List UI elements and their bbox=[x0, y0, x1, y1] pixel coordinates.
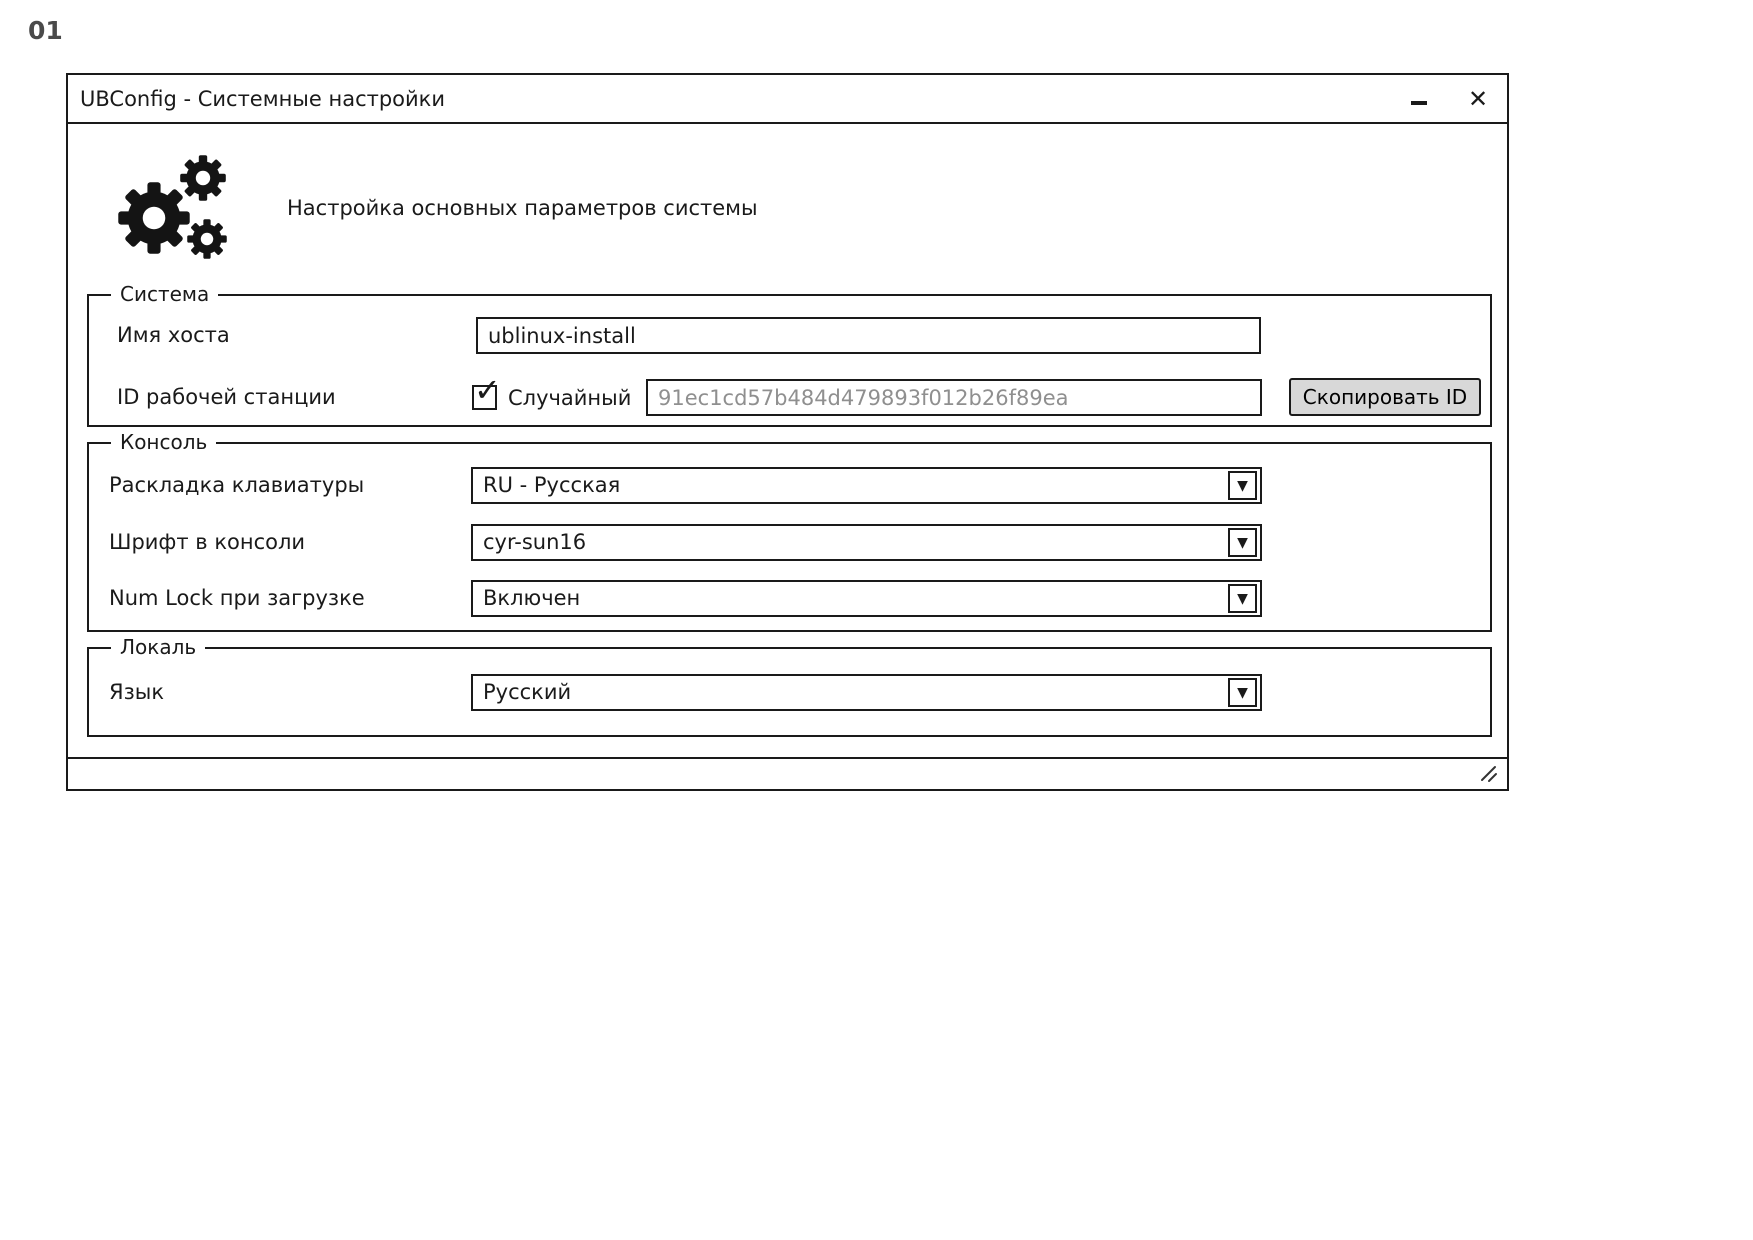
minimize-button[interactable] bbox=[1407, 87, 1431, 111]
copy-id-button[interactable]: Скопировать ID bbox=[1289, 378, 1481, 416]
workstation-id-input[interactable] bbox=[646, 379, 1262, 416]
group-locale bbox=[87, 635, 1492, 737]
language-value: Русский bbox=[483, 680, 572, 704]
header bbox=[110, 152, 758, 264]
language-dropdown-button[interactable] bbox=[1228, 678, 1257, 707]
ubconfig-window bbox=[66, 73, 1509, 791]
hostname-input[interactable] bbox=[476, 317, 1261, 354]
check-icon: ✓ bbox=[474, 371, 501, 409]
window-controls bbox=[1407, 86, 1491, 112]
console-font-label: Шрифт в консоли bbox=[109, 530, 306, 554]
group-console bbox=[87, 430, 1492, 632]
workstation-id-label: ID рабочей станции bbox=[117, 385, 336, 409]
keyboard-layout-label: Раскладка клавиатуры bbox=[109, 473, 365, 497]
group-system bbox=[87, 282, 1492, 427]
numlock-value: Включен bbox=[483, 586, 581, 610]
window-title: UBConfig - Системные настройки bbox=[80, 86, 446, 111]
keyboard-layout-dropdown-button[interactable] bbox=[1228, 471, 1257, 500]
chevron-down-icon: ▼ bbox=[1237, 684, 1248, 701]
numlock-label: Num Lock при загрузке bbox=[109, 586, 365, 610]
close-button[interactable] bbox=[1465, 86, 1491, 112]
numlock-dropdown-button[interactable] bbox=[1228, 584, 1257, 613]
window-titlebar bbox=[68, 75, 1507, 124]
hostname-label: Имя хоста bbox=[117, 323, 230, 347]
group-console-legend: Консоль bbox=[111, 430, 216, 454]
console-font-value: cyr-sun16 bbox=[483, 530, 587, 554]
status-bar bbox=[68, 757, 1507, 789]
group-system-legend: Система bbox=[111, 282, 218, 306]
keyboard-layout-select[interactable] bbox=[471, 467, 1262, 504]
chevron-down-icon: ▼ bbox=[1237, 534, 1248, 551]
console-font-dropdown-button[interactable] bbox=[1228, 528, 1257, 557]
language-select[interactable] bbox=[471, 674, 1262, 711]
random-id-checkbox-label: Случайный bbox=[508, 385, 632, 410]
gears-icon bbox=[110, 152, 234, 264]
numlock-select[interactable] bbox=[471, 580, 1262, 617]
keyboard-layout-value: RU - Русская bbox=[483, 473, 621, 497]
random-id-checkbox[interactable] bbox=[472, 371, 632, 416]
checkbox-box bbox=[472, 371, 501, 410]
chevron-down-icon: ▼ bbox=[1237, 590, 1248, 607]
minimize-icon bbox=[1411, 101, 1427, 105]
language-label: Язык bbox=[109, 680, 165, 704]
chevron-down-icon: ▼ bbox=[1237, 477, 1248, 494]
resize-grip[interactable] bbox=[1479, 764, 1499, 784]
close-icon: ✕ bbox=[1467, 84, 1489, 113]
figure-label: 01 bbox=[28, 16, 63, 45]
console-font-select[interactable] bbox=[471, 524, 1262, 561]
window-description: Настройка основных параметров системы bbox=[287, 196, 758, 220]
group-locale-legend: Локаль bbox=[111, 635, 205, 659]
